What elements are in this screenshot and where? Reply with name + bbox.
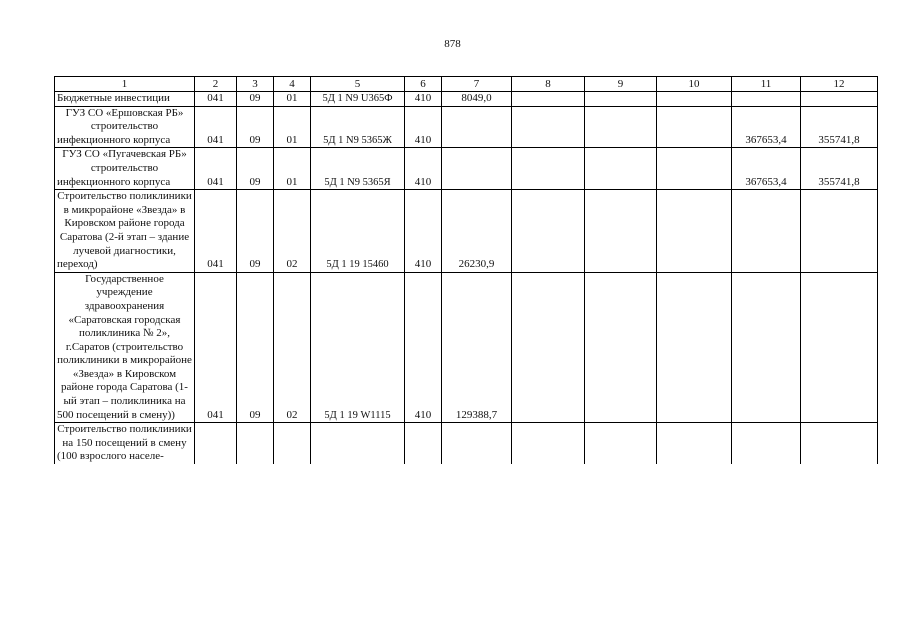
table-row <box>55 190 878 273</box>
cell-c2: 041 <box>195 272 237 423</box>
cell-c4: 01 <box>274 148 311 190</box>
cell-c12 <box>801 272 878 423</box>
column-header: 6 <box>405 77 442 92</box>
row-name: Бюджетные инвестиции <box>55 92 195 107</box>
cell-c3: 09 <box>237 92 274 107</box>
table-row <box>55 92 878 107</box>
cell-c7: 8049,0 <box>442 92 512 107</box>
cell-c7: 26230,9 <box>442 190 512 273</box>
table-row <box>55 106 878 148</box>
column-header: 5 <box>311 77 405 92</box>
cell-c8 <box>512 190 585 273</box>
cell-c8 <box>512 106 585 148</box>
row-name: ГУЗ СО «Пугачевская РБ» строительство инфекционного корпуса <box>55 148 195 190</box>
cell-c2: 041 <box>195 92 237 107</box>
cell-c2: 041 <box>195 190 237 273</box>
table-row <box>55 272 878 423</box>
table-row <box>55 148 878 190</box>
cell-c11 <box>732 92 801 107</box>
cell-c10 <box>657 190 732 273</box>
cell-c9 <box>585 92 657 107</box>
cell-c6 <box>405 423 442 464</box>
cell-c11 <box>732 272 801 423</box>
cell-c4: 02 <box>274 272 311 423</box>
cell-c8 <box>512 92 585 107</box>
cell-c7 <box>442 423 512 464</box>
cell-c3: 09 <box>237 190 274 273</box>
cell-c11 <box>732 423 801 464</box>
cell-c5 <box>311 423 405 464</box>
column-header: 8 <box>512 77 585 92</box>
cell-c12 <box>801 423 878 464</box>
cell-c12 <box>801 92 878 107</box>
cell-c3: 09 <box>237 272 274 423</box>
cell-c9 <box>585 190 657 273</box>
page-number: 878 <box>444 38 461 50</box>
cell-c8 <box>512 423 585 464</box>
cell-c6: 410 <box>405 92 442 107</box>
cell-c9 <box>585 106 657 148</box>
cell-c12: 355741,8 <box>801 148 878 190</box>
column-header: 9 <box>585 77 657 92</box>
cell-c10 <box>657 148 732 190</box>
cell-c10 <box>657 272 732 423</box>
cell-c2 <box>195 423 237 464</box>
cell-c3 <box>237 423 274 464</box>
column-header: 4 <box>274 77 311 92</box>
cell-c9 <box>585 148 657 190</box>
cell-c11 <box>732 190 801 273</box>
cell-c5: 5Д 1 19 15460 <box>311 190 405 273</box>
budget-table <box>54 76 878 464</box>
row-name: Строительство поликлиники в микрорайоне «Звезда» в Кировском районе города Саратова (2-й этап – здание лучевой диагностики, переход) <box>55 190 195 273</box>
cell-c11: 367653,4 <box>732 106 801 148</box>
cell-c5: 5Д 1 N9 U365Ф <box>311 92 405 107</box>
cell-c7: 129388,7 <box>442 272 512 423</box>
cell-c7 <box>442 106 512 148</box>
row-name: Строительство поликлиники на 150 посещений в смену (100 взрослого населе- <box>55 423 195 464</box>
column-header: 12 <box>801 77 878 92</box>
cell-c12: 355741,8 <box>801 106 878 148</box>
cell-c12 <box>801 190 878 273</box>
cell-c11: 367653,4 <box>732 148 801 190</box>
cell-c7 <box>442 148 512 190</box>
row-name: Государственное учреждение здравоохранения «Саратовская городская поликлиника № 2», г.Саратов (строительство поликлиники в микрорайоне «Звезда» в Кировском районе города Саратова (1-ый этап – поликлиника на 500 посещений в смену)) <box>55 272 195 423</box>
cell-c4: 02 <box>274 190 311 273</box>
column-header: 2 <box>195 77 237 92</box>
cell-c5: 5Д 1 N9 5365Ж <box>311 106 405 148</box>
table-row <box>55 423 878 464</box>
cell-c8 <box>512 148 585 190</box>
cell-c4: 01 <box>274 92 311 107</box>
cell-c6: 410 <box>405 272 442 423</box>
cell-c2: 041 <box>195 148 237 190</box>
column-header: 11 <box>732 77 801 92</box>
cell-c4 <box>274 423 311 464</box>
cell-c6: 410 <box>405 190 442 273</box>
cell-c2: 041 <box>195 106 237 148</box>
cell-c5: 5Д 1 N9 5365Я <box>311 148 405 190</box>
cell-c10 <box>657 423 732 464</box>
cell-c9 <box>585 423 657 464</box>
header-row <box>55 77 878 92</box>
column-header: 10 <box>657 77 732 92</box>
cell-c4: 01 <box>274 106 311 148</box>
column-header: 1 <box>55 77 195 92</box>
column-header: 3 <box>237 77 274 92</box>
cell-c3: 09 <box>237 106 274 148</box>
cell-c6: 410 <box>405 106 442 148</box>
cell-c9 <box>585 272 657 423</box>
cell-c5: 5Д 1 19 W1115 <box>311 272 405 423</box>
cell-c8 <box>512 272 585 423</box>
cell-c6: 410 <box>405 148 442 190</box>
cell-c3: 09 <box>237 148 274 190</box>
cell-c10 <box>657 92 732 107</box>
cell-c10 <box>657 106 732 148</box>
row-name: ГУЗ СО «Ершовская РБ» строительство инфекционного корпуса <box>55 106 195 148</box>
column-header: 7 <box>442 77 512 92</box>
